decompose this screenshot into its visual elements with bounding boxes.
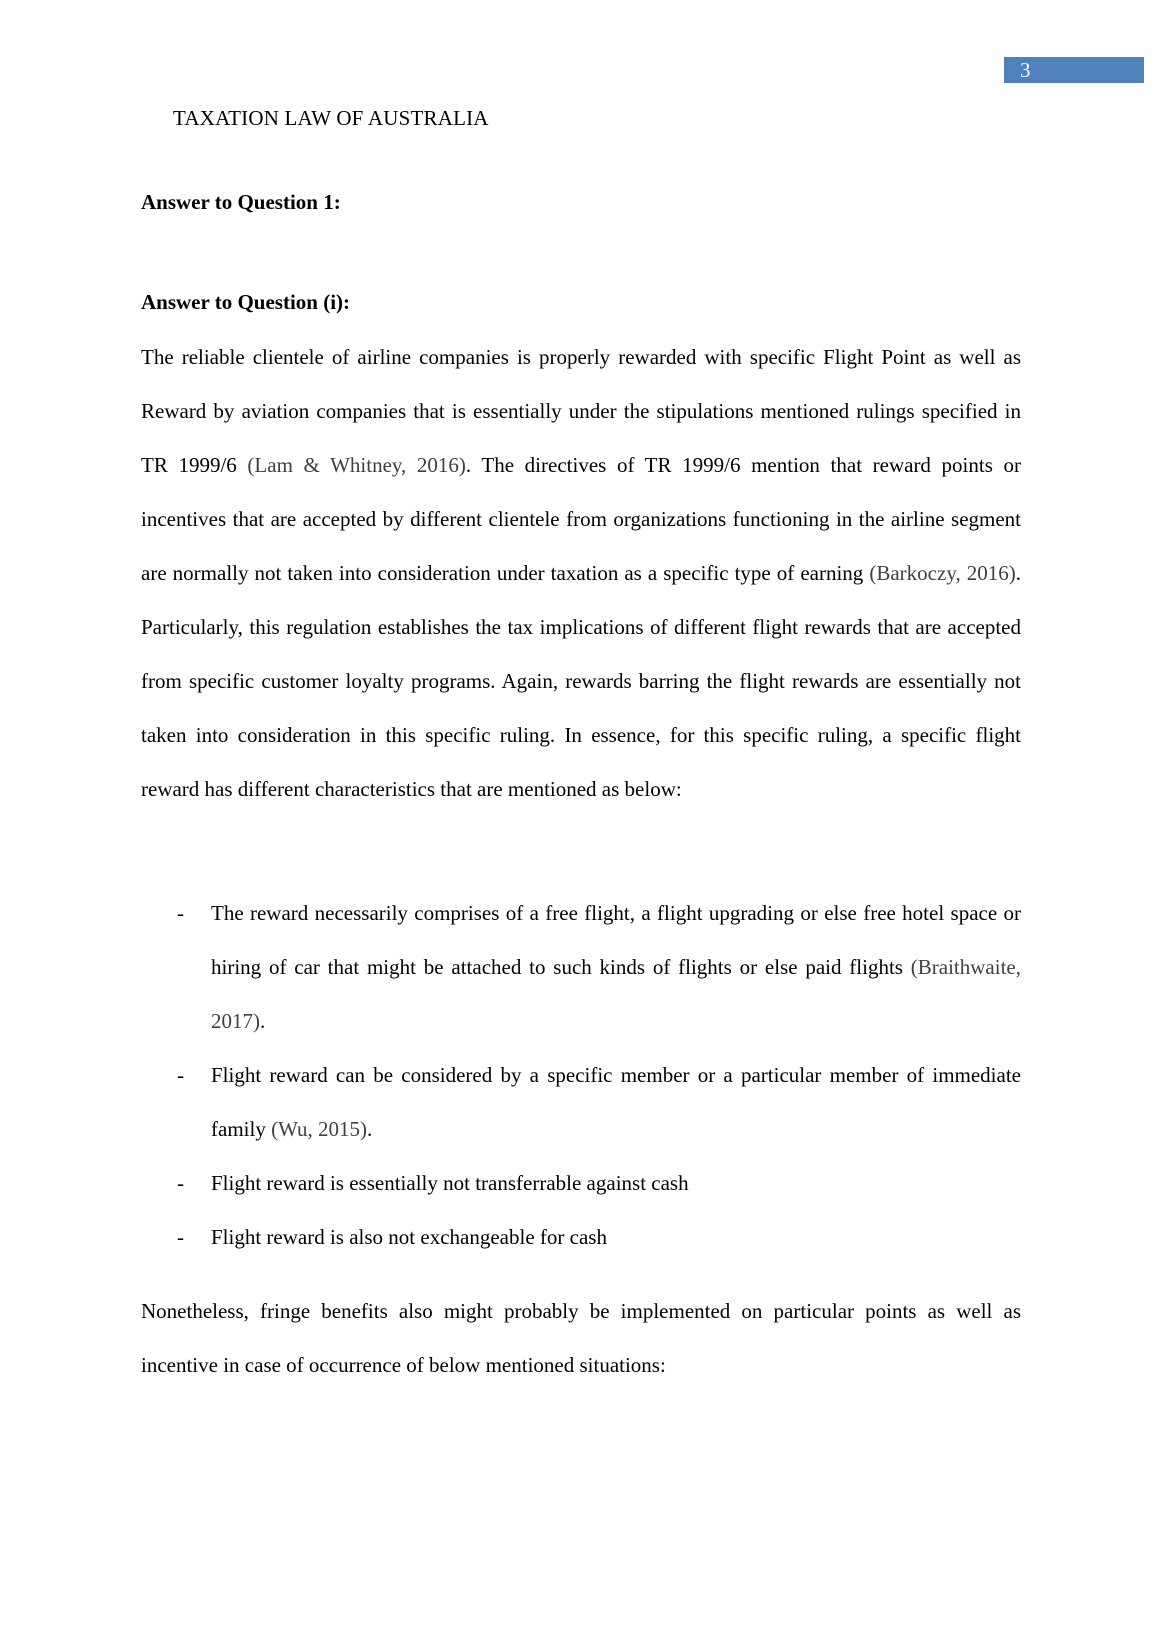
list-item-punct: . [260,1009,266,1033]
paragraph-text: . The directives of TR 1999/6 mention that reward points or incentives that are accepted by different clientele from organizations functioning in the airline segment are normally not taken into consideration under taxation as a specific type of earning [141,453,1022,585]
citation-braithwaite: (Braithwaite, 2017) [211,955,1021,1033]
citation-lam-whitney: (Lam & Whitney, 2016) [247,453,466,477]
flight-reward-characteristics-list [141,886,1021,1264]
heading-answer-question-i: Answer to Question (i): [141,290,351,314]
bullet-dash: - [177,1225,184,1249]
list-item-punct: . [367,1117,373,1141]
citation-wu: (Wu, 2015) [271,1117,368,1141]
paragraph-flight-rewards-intro [141,330,1021,816]
running-head: TAXATION LAW OF AUSTRALIA [173,106,489,130]
list-item-text: Flight reward can be considered by a specific member or a particular member of immediate family [211,1063,1021,1141]
list-item-text: Flight reward is also not exchangeable for cash [211,1225,607,1249]
paragraph-text: The reliable clientele of airline companies is properly rewarded with specific Flight Point as well as Reward by aviation companies that is essentially under the stipulations mentioned rulings specified in TR 1999/6 [141,345,1021,477]
paragraph-text: . Particularly, this regulation establishes the tax implications of different flight rewards that are accepted from specific customer loyalty programs. Again, rewards barring the flight rewards are essentially not taken into consideration in this specific ruling. In essence, for this specific ruling, a specific flight reward has different characteristics that are mentioned as below: [141,561,1021,801]
list-item-text: The reward necessarily comprises of a free flight, a flight upgrading or else free hotel space or hiring of car that might be attached to such kinds of flights or else paid flights [211,901,1021,979]
list-item [141,886,1021,1048]
list-item [141,1048,1021,1156]
list-item [141,1156,1021,1210]
page-number-box [1004,57,1144,83]
paragraph-fringe-benefits: Nonetheless, fringe benefits also might probably be implemented on particular points as well as incentive in case of occurrence of below mentioned situations: [141,1299,1021,1377]
citation-barkoczy: (Barkoczy, 2016) [869,561,1016,585]
bullet-dash: - [177,1171,184,1195]
bullet-dash: - [177,1063,184,1087]
list-item-text: Flight reward is essentially not transferrable against cash [211,1171,689,1195]
bullet-dash: - [177,901,184,925]
page-number: 3 [1020,58,1031,82]
heading-answer-question-1: Answer to Question 1: [141,190,341,214]
list-item [141,1210,1021,1264]
